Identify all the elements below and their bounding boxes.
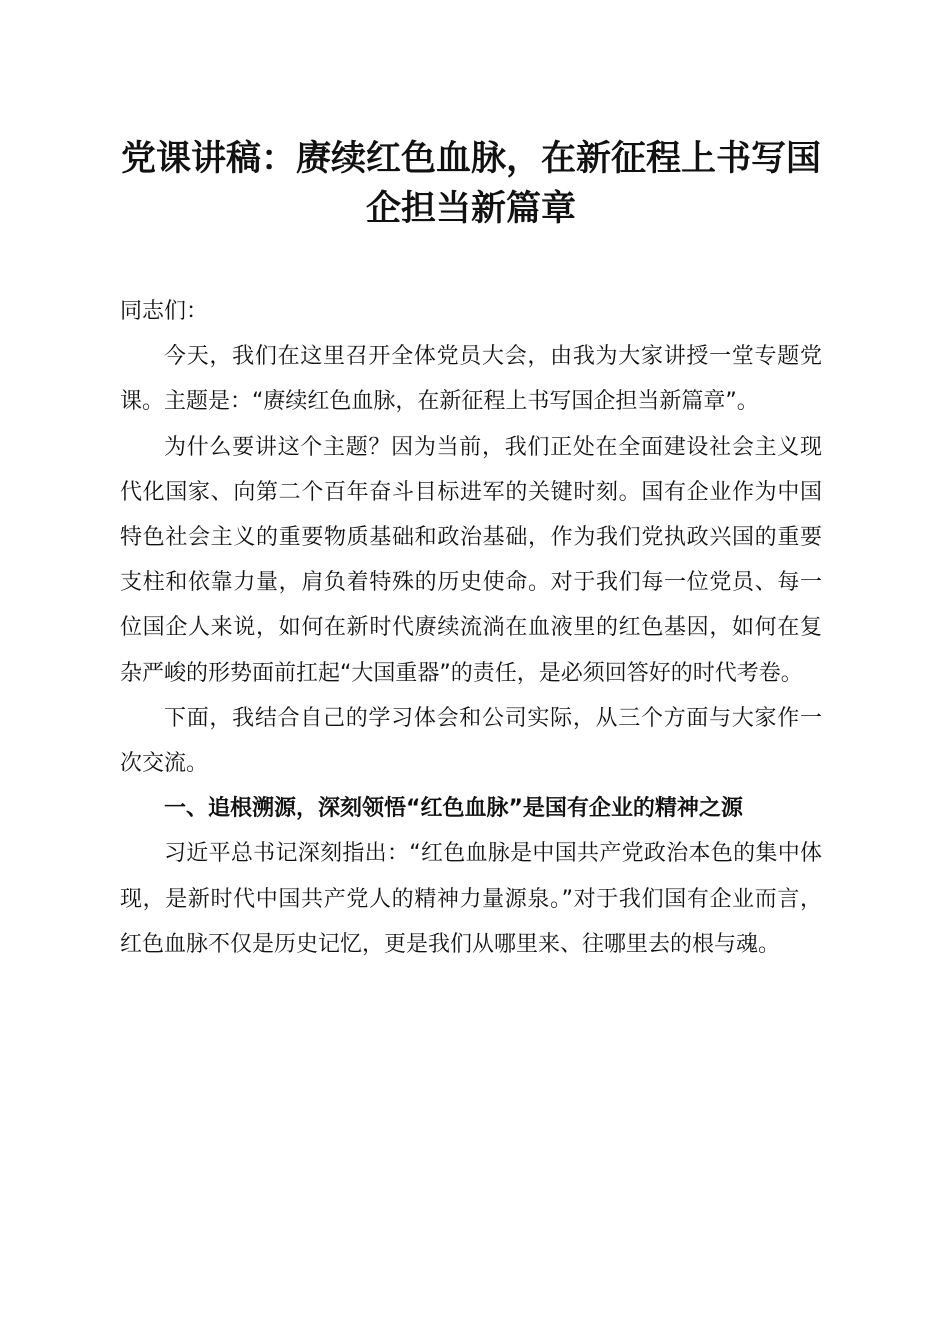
paragraph-intro: 今天，我们在这里召开全体党员大会，由我为大家讲授一堂专题党课。主题是：“赓续红色血脉，在新征程上书写国企担当新篇章”。 [120,344,822,415]
document-title [120,134,822,234]
paragraph-reason: 为什么要讲这个主题？因为当前，我们正处在全面建设社会主义现代化国家、向第二个百年奋斗目标进军的关键时刻。国有企业作为中国特色社会主义的重要物质基础和政治基础，作为我们党执政兴国的重要支柱和依靠力量，肩负着特殊的历史使命。对于我们每一位党员、每一位国企人来说，如何在新时代赓续流淌在血液里的红色基因，如何在复杂严峻的形势面前扛起“大国重器”的责任，是必须回答好的时代考卷。 [120,434,822,686]
title-line-1: 党课讲稿：赓续红色血脉，在新征程上书写国 [120,138,821,179]
document-body [120,289,822,967]
paragraph-section-1: 习近平总书记深刻指出：“红色血脉是中国共产党政治本色的集中体现，是新时代中国共产党人的精神力量源泉。”对于我们国有企业而言，红色血脉不仅是历史记忆，更是我们从哪里来、往哪里去的根与魂。 [120,841,822,957]
salutation: 同志们： [120,299,209,324]
title-line-2: 企担当新篇章 [365,188,576,229]
paragraph-outline: 下面，我结合自己的学习体会和公司实际，从三个方面与大家作一次交流。 [120,705,822,777]
section-heading-1: 一、追根溯源，深刻领悟“红色血脉”是国有企业的精神之源 [164,796,743,822]
